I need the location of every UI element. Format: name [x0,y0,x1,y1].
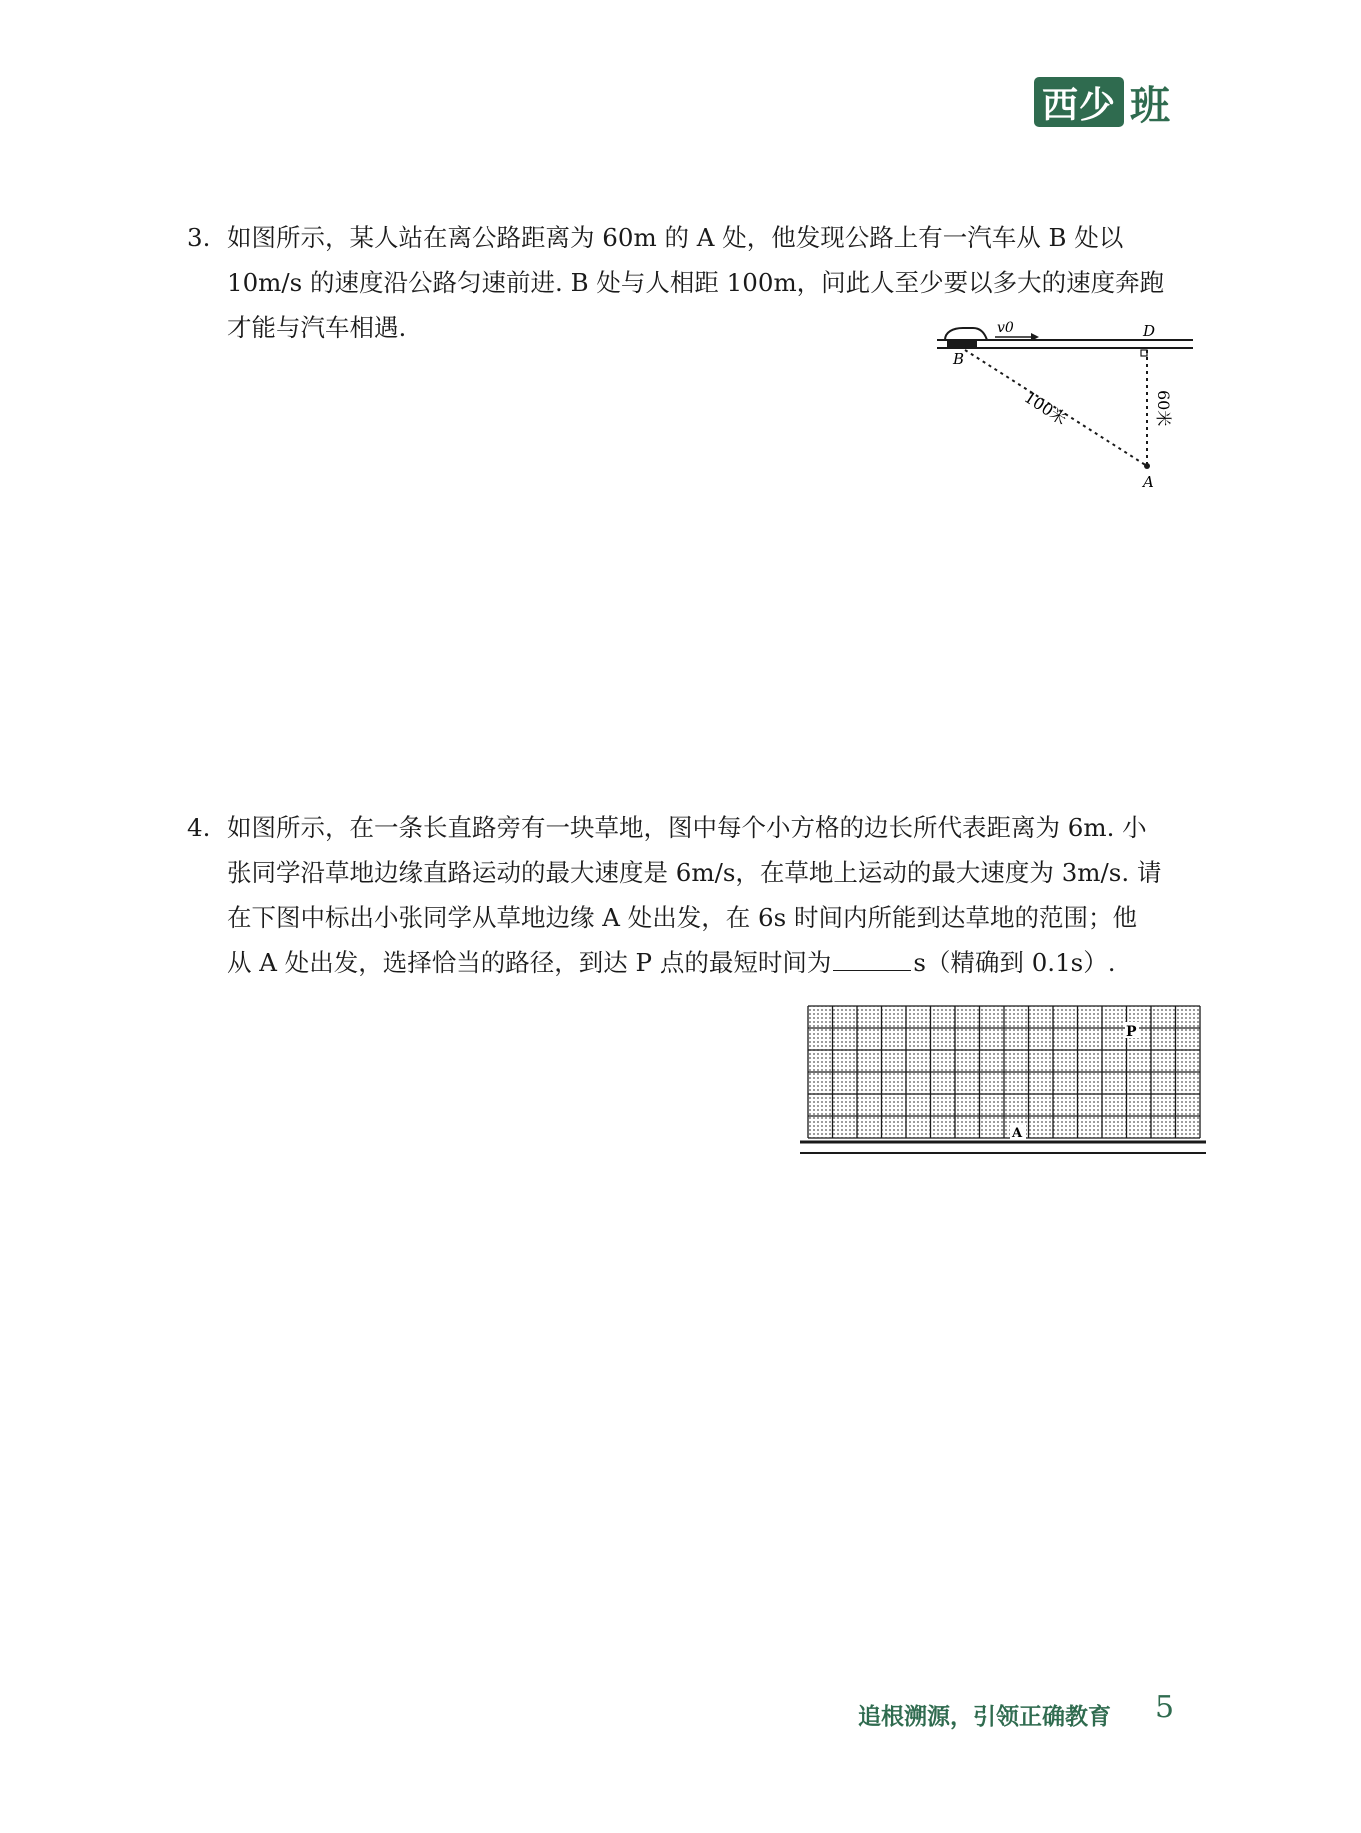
question-text: 才能与汽车相遇. [227,313,407,342]
point-d-label: D [1143,322,1156,340]
distance-60-label: 60米 [1154,390,1173,427]
grass-grid-diagram [800,996,1206,1158]
question-text: 如图所示，在一条长直路旁有一块草地，图中每个小方格的边长所代表距离为 6m. 小 [227,813,1147,842]
question-first-line [187,805,1207,850]
question-number: 3. [187,223,211,252]
question-text: s（精确到 0.1s）. [913,948,1116,977]
v0-label: v0 [997,320,1014,336]
road-diagram [935,320,1195,495]
question-text: 10m/s 的速度沿公路匀速前进. B 处与人相距 100m，问此人至少要以多大的速度奔跑 [227,268,1165,297]
point-b-label: B [953,350,965,368]
answer-blank[interactable] [833,944,911,971]
logo-text: 班 [1130,82,1171,129]
question-text: 如图所示，某人站在离公路距离为 60m 的 A 处，他发现公路上有一汽车从 B 处以 [227,223,1124,252]
logo-box: 西少 [1034,77,1124,127]
page-number: 5 [1155,1690,1175,1725]
footer-slogan: 追根溯源，引领正确教育 [858,1704,1111,1730]
point-p-label: P [1126,1024,1137,1040]
question-text: 在下图中标出小张同学从草地边缘 A 处出发，在 6s 时间内所能到达草地的范围；他 [227,903,1138,932]
question-last-line [187,940,1207,985]
point-a-label: A [1012,1126,1023,1141]
point-a-label: A [1143,473,1154,491]
question-text: 从 A 处出发，选择恰当的路径，到达 P 点的最短时间为 [227,948,832,977]
question-4 [187,805,1207,985]
question-text: 张同学沿草地边缘直路运动的最大速度是 6m/s，在草地上运动的最大速度为 3m/s. 请 [227,858,1162,887]
question-number: 4. [187,813,211,842]
question-first-line [187,215,1207,260]
car-icon [945,328,987,340]
brand-logo [1034,76,1170,128]
distance-100-label: 100米 [1020,387,1071,429]
